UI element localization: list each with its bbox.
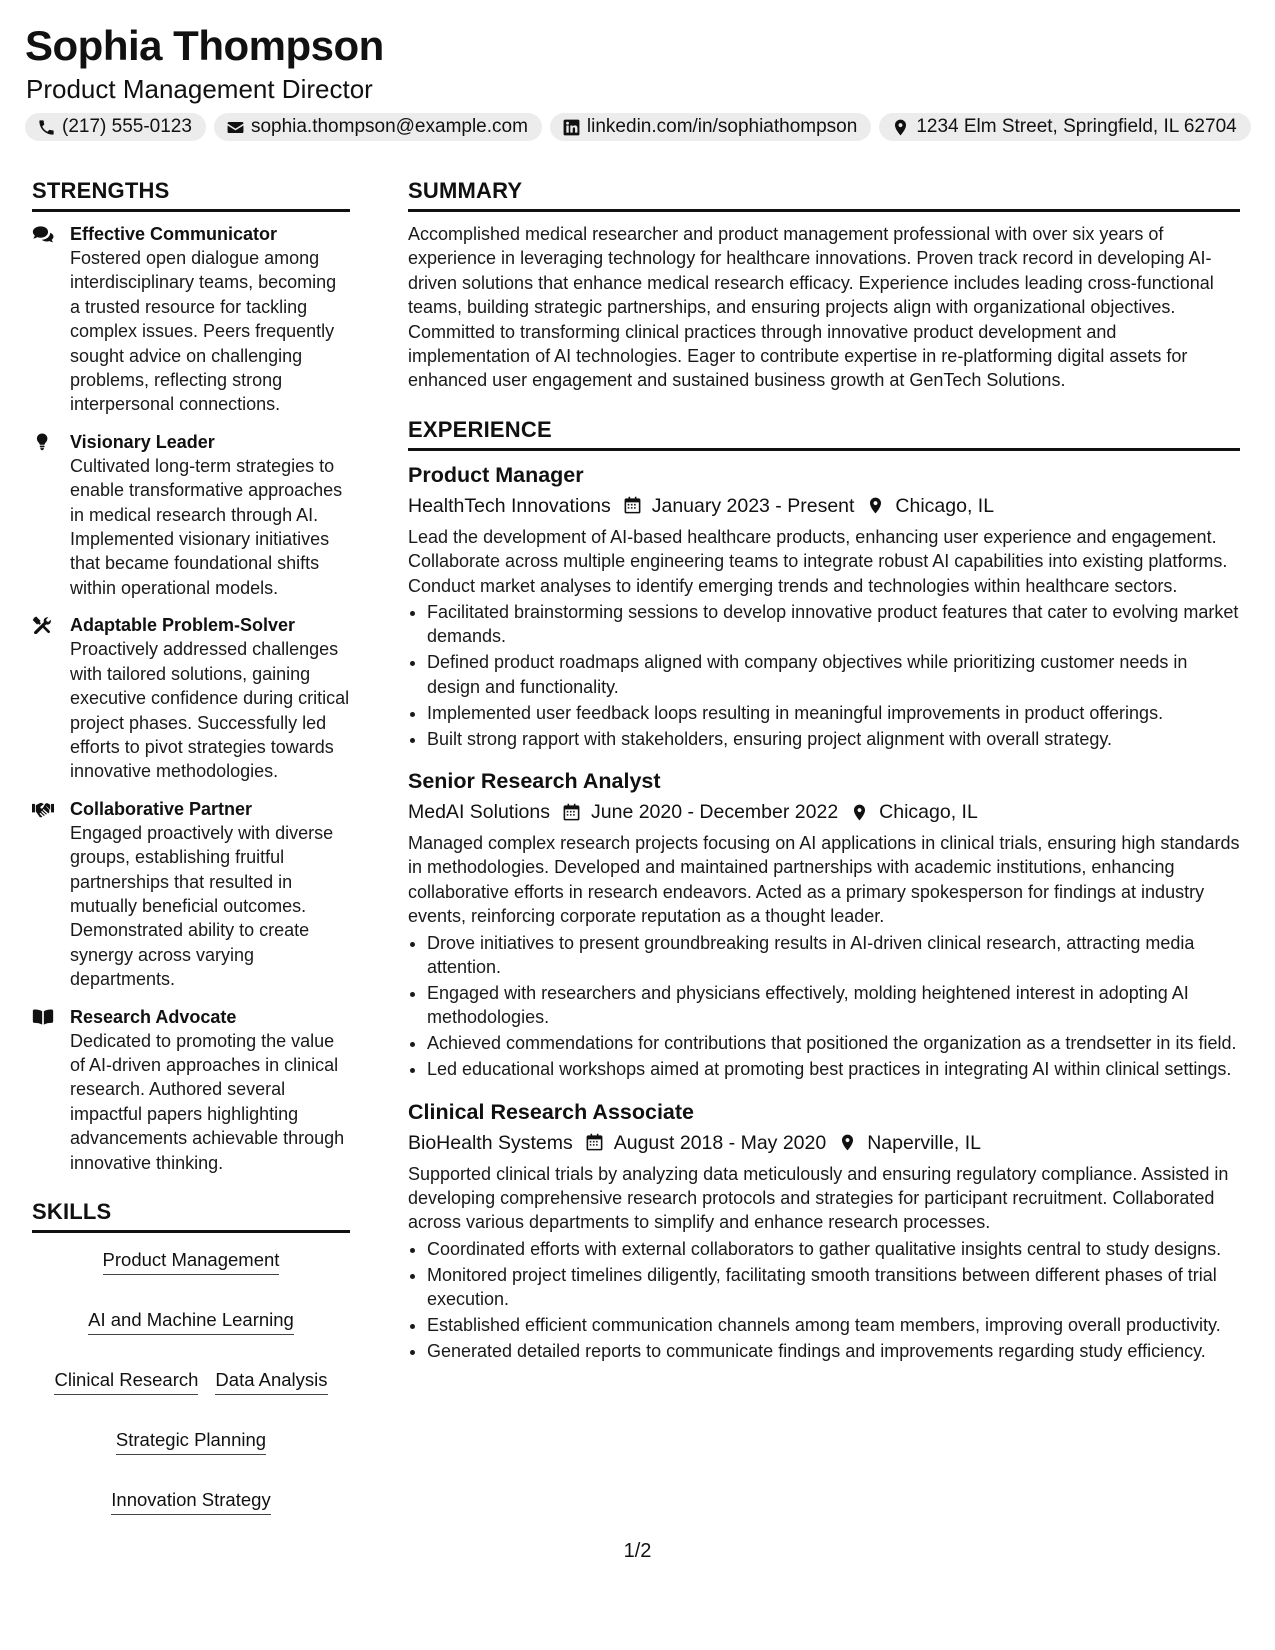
- experience-heading: EXPERIENCE: [408, 417, 1240, 451]
- job-meta: [408, 491, 1240, 521]
- job-company: MedAI Solutions: [408, 801, 550, 823]
- map-pin-icon: [891, 118, 910, 137]
- chat-bubbles-icon: [32, 225, 54, 243]
- strength-item: [32, 613, 350, 783]
- job-bullet: • Monitored project timelines diligently, facilitating smooth transitions between different phases of trial execution.: [427, 1263, 1240, 1312]
- strength-item: [32, 222, 350, 417]
- phone-icon: [37, 118, 56, 137]
- job-dates: June 2020 - December 2022: [591, 801, 839, 823]
- job-bullet: • Established efficient communication channels among team members, improving overall productivity.: [427, 1313, 1240, 1337]
- linkedin-icon: [562, 118, 581, 137]
- strength-description: Proactively addressed challenges with tailored solutions, gaining executive confidence during critical project phases. Successfully led efforts to pivot strategies towards innovative methodologies.: [70, 639, 350, 782]
- page-number: 1/2: [623, 1540, 652, 1562]
- contact-phone[interactable]: [25, 113, 206, 141]
- contact-phone-text: (217) 555-0123: [62, 116, 192, 137]
- skill-tag: Innovation Strategy: [111, 1489, 270, 1515]
- skill-tag: Data Analysis: [215, 1369, 327, 1395]
- strength-title: Research Advocate: [70, 1006, 237, 1027]
- job-bullet: • Coordinated efforts with external collaborators to gather qualitative insights central to study designs.: [427, 1237, 1240, 1261]
- job-location: Chicago, IL: [879, 801, 978, 823]
- contact-bar: [25, 113, 1251, 141]
- skill-tag: Product Management: [103, 1249, 280, 1275]
- job-bullet: • Generated detailed reports to communicate findings and improvements regarding study efficiency.: [427, 1339, 1240, 1363]
- candidate-title: Product Management Director: [26, 74, 373, 104]
- job-title: Product Manager: [408, 462, 584, 487]
- skills-list: [32, 1243, 350, 1515]
- contact-linkedin[interactable]: [550, 113, 871, 141]
- contact-address[interactable]: [879, 113, 1250, 141]
- job-meta: [408, 1128, 1240, 1158]
- job-bullet: • Defined product roadmaps aligned with company objectives while prioritizing customer needs in design and functionality.: [427, 650, 1240, 699]
- job-entry: [408, 461, 1240, 751]
- job-bullets: [408, 931, 1240, 1082]
- job-bullets: [408, 600, 1240, 751]
- calendar-icon: [623, 496, 642, 515]
- job-company: BioHealth Systems: [408, 1131, 573, 1154]
- strength-item: [32, 797, 350, 992]
- strength-description: Cultivated long-term strategies to enable transformative approaches in medical research through AI. Implemented visionary initiatives that became foundational shifts within operational models.: [70, 455, 343, 598]
- calendar-icon: [562, 803, 581, 822]
- strength-item: [32, 430, 350, 600]
- job-dates: August 2018 - May 2020: [613, 1131, 827, 1154]
- map-pin-icon: [850, 803, 869, 822]
- contact-address-text: 1234 Elm Street, Springfield, IL 62704: [916, 116, 1237, 137]
- job-bullet: • Facilitated brainstorming sessions to develop innovative product features that cater to evolving market demands.: [427, 600, 1240, 649]
- job-bullets: [408, 1237, 1240, 1364]
- job-title: Clinical Research Associate: [408, 1099, 695, 1124]
- strengths-heading: STRENGTHS: [32, 178, 350, 212]
- strength-title: Effective Communicator: [70, 224, 278, 244]
- map-pin-icon: [866, 496, 885, 515]
- job-bullet: • Built strong rapport with stakeholders, ensuring project alignment with overall strategy.: [427, 727, 1240, 751]
- strength-title: Adaptable Problem-Solver: [70, 615, 296, 636]
- calendar-icon: [585, 1133, 604, 1152]
- job-description: Managed complex research projects focusing on AI applications in clinical trials, ensuring high standards in methodologies. Developed and maintained partnerships with academic institutions, enhancing collaborative efforts in research endeavors. Acted as a primary spokesperson for findings at industry events, reinforcing corporate reputation as a thought leader.: [408, 833, 1240, 927]
- job-dates: January 2023 - Present: [651, 494, 855, 517]
- contact-email[interactable]: [214, 113, 542, 141]
- job-bullet: • Implemented user feedback loops resulting in meaningful improvements in product offerings.: [427, 701, 1240, 725]
- job-description: Lead the development of AI-based healthcare products, enhancing user experience and engagement. Collaborate across multiple engineering teams to integrate robust AI capabilities into existing platforms. Conduct market analyses to identify emerging trends and technologies within healthcare sectors.: [408, 526, 1228, 596]
- job-company: HealthTech Innovations: [408, 494, 611, 517]
- job-title: Senior Research Analyst: [408, 769, 661, 793]
- open-book-icon: [32, 1008, 54, 1026]
- tools-icon: [32, 616, 54, 634]
- strength-title: Visionary Leader: [70, 431, 215, 452]
- summary-text: Accomplished medical researcher and product management professional with over six years of experience in leveraging technology for healthcare innovations. Proven track record in developing AI-driven solutions that enhance medical research efficacy. Experience includes leading cross-functional teams, building strategic partnerships, and ensuring projects align with organizational objectives. Committed to transforming clinical practices through innovative product development and implementation of AI technologies. Eager to contribute expertise in re-platforming digital assets for enhanced user engagement and sustained business growth at GenTech Solutions.: [408, 224, 1214, 391]
- handshake-icon: [32, 800, 54, 818]
- job-entry: [408, 1098, 1240, 1364]
- summary-heading: SUMMARY: [408, 178, 1240, 212]
- job-location: Naperville, IL: [867, 1131, 982, 1154]
- envelope-icon: [226, 118, 245, 137]
- skill-tag: AI and Machine Learning: [88, 1309, 294, 1335]
- job-entry: [408, 767, 1240, 1082]
- skill-tag: Strategic Planning: [116, 1429, 266, 1455]
- lightbulb-icon: [32, 433, 54, 451]
- right-column: [408, 178, 1240, 1379]
- strength-description: Engaged proactively with diverse groups, establishing fruitful partnerships that resulted in mutually beneficial outcomes. Demonstrated ability to create synergy across varying departments.: [70, 822, 334, 990]
- strength-description: Dedicated to promoting the value of AI-driven approaches in clinical research. Authored several impactful papers highlighting advancements achievable through innovative thinking.: [70, 1030, 345, 1173]
- strength-title: Collaborative Partner: [70, 798, 253, 819]
- map-pin-icon: [838, 1133, 857, 1152]
- skills-heading: SKILLS: [32, 1199, 350, 1233]
- candidate-name: Sophia Thompson: [25, 22, 384, 69]
- job-bullet: • Drove initiatives to present groundbreaking results in AI-driven clinical research, attracting media attention.: [427, 931, 1240, 980]
- job-bullet: • Engaged with researchers and physicians effectively, molding heightened interest in adopting AI methodologies.: [427, 981, 1240, 1030]
- skill-tag: Clinical Research: [54, 1369, 198, 1395]
- strength-description: Fostered open dialogue among interdisciplinary teams, becoming a trusted resource for tackling complex issues. Peers frequently sought advice on challenging problems, reflecting strong interpersonal connections.: [70, 248, 337, 415]
- job-bullet: • Achieved commendations for contributions that positioned the organization as a trendsetter in its field.: [427, 1031, 1240, 1055]
- job-meta: [408, 797, 1240, 827]
- job-bullet: • Led educational workshops aimed at promoting best practices in integrating AI within clinical settings.: [427, 1057, 1240, 1081]
- left-column: [32, 178, 350, 1515]
- job-location: Chicago, IL: [895, 494, 995, 517]
- strength-item: [32, 1005, 350, 1175]
- contact-linkedin-text: linkedin.com/in/sophiathompson: [586, 116, 858, 137]
- skills-section: [32, 1199, 350, 1515]
- job-description: Supported clinical trials by analyzing data meticulously and ensuring regulatory compliance. Assisted in developing comprehensive research protocols and strategies for participant recruitment. Collaborated across various departments to simplify and enhance research processes.: [408, 1163, 1229, 1233]
- contact-email-text: sophia.thompson@example.com: [250, 116, 528, 137]
